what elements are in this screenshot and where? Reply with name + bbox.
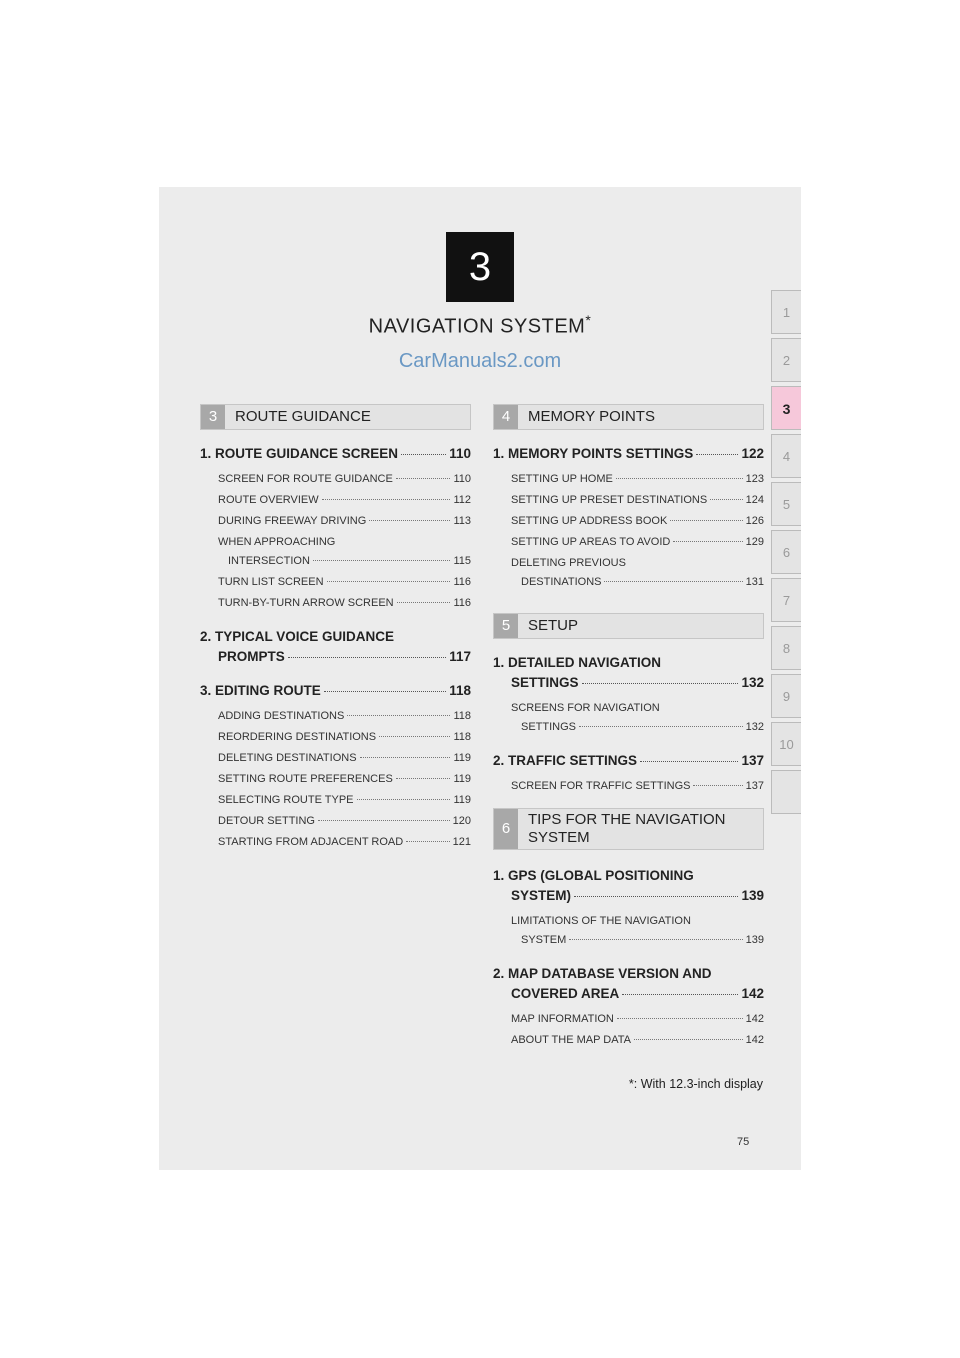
dot-leader	[634, 1039, 743, 1040]
entry-text-continued: SETTINGS	[521, 721, 577, 733]
section-header-setup	[493, 613, 764, 639]
dot-leader	[640, 761, 738, 762]
entry-text: 1. DETAILED NAVIGATION	[493, 655, 662, 670]
toc-subentry[interactable]	[200, 512, 471, 531]
toc-entry[interactable]	[493, 653, 764, 693]
dot-leader	[617, 1018, 743, 1019]
dot-leader	[574, 896, 738, 897]
page-ref: 113	[453, 515, 471, 527]
entry-text: SETTING ROUTE PREFERENCES	[218, 773, 393, 785]
entry-text: SETTING UP AREAS TO AVOID	[511, 536, 671, 548]
page-ref: 110	[449, 446, 471, 461]
page-ref: 123	[745, 473, 764, 485]
page-ref: 132	[745, 721, 764, 733]
entry-text: DURING FREEWAY DRIVING	[218, 515, 367, 527]
toc-subentry[interactable]	[200, 573, 471, 592]
title-footnote-marker: *	[585, 312, 592, 328]
toc-subentry[interactable]	[493, 777, 764, 796]
chapter-tab-6[interactable]: 6	[771, 530, 801, 574]
section-label: MEMORY POINTS	[528, 408, 655, 425]
dot-leader	[313, 560, 451, 561]
section-number: 4	[494, 405, 518, 429]
page-ref: 118	[453, 731, 471, 743]
entry-text: SCREENS FOR NAVIGATION	[511, 702, 660, 714]
entry-text: SETTING UP PRESET DESTINATIONS	[511, 494, 708, 506]
page-ref: 137	[741, 753, 764, 768]
toc-subentry[interactable]	[200, 833, 471, 852]
page-ref: 110	[453, 473, 471, 485]
page-ref: 119	[453, 794, 471, 806]
chapter-tab-3[interactable]: 3	[771, 386, 801, 430]
toc-column-tips	[493, 866, 764, 1052]
toc-subentry[interactable]	[493, 1031, 764, 1050]
dot-leader	[406, 841, 449, 842]
entry-text-continued: COVERED AREA	[511, 986, 620, 1001]
chapter-tab-10[interactable]: 10	[771, 722, 801, 766]
toc-subentry[interactable]	[493, 912, 764, 950]
page-ref: 126	[745, 515, 764, 527]
dot-leader	[347, 715, 450, 716]
chapter-tab-7[interactable]: 7	[771, 578, 801, 622]
entry-text: SETTING UP HOME	[511, 473, 613, 485]
entry-text: 2. TRAFFIC SETTINGS	[493, 753, 638, 768]
toc-subentry[interactable]	[200, 470, 471, 489]
entry-text-continued: INTERSECTION	[228, 555, 310, 567]
page-ref: 119	[453, 752, 471, 764]
entry-text: LIMITATIONS OF THE NAVIGATION	[511, 915, 691, 927]
dot-leader	[397, 602, 451, 603]
section-label: ROUTE GUIDANCE	[235, 408, 371, 425]
entry-text-continued: SETTINGS	[511, 675, 579, 690]
entry-text-continued: SYSTEM)	[511, 888, 572, 903]
page-ref: 118	[449, 683, 471, 698]
entry-text: 1. MEMORY POINTS SETTINGS	[493, 446, 694, 461]
section-header-memory-points	[493, 404, 764, 430]
chapter-tab-1[interactable]: 1	[771, 290, 801, 334]
entry-text: SELECTING ROUTE TYPE	[218, 794, 354, 806]
toc-subentry[interactable]	[493, 699, 764, 737]
page-number: 75	[737, 1136, 750, 1148]
dot-leader	[357, 799, 451, 800]
toc-subentry[interactable]	[200, 594, 471, 613]
toc-subentry[interactable]	[200, 491, 471, 510]
toc-subentry[interactable]	[200, 707, 471, 726]
page-ref: 121	[452, 836, 471, 848]
footnote: *: With 12.3-inch display	[628, 1077, 763, 1091]
page-ref: 119	[453, 773, 471, 785]
entry-text: ABOUT THE MAP DATA	[511, 1034, 632, 1046]
chapter-tab-5[interactable]: 5	[771, 482, 801, 526]
dot-leader	[604, 581, 742, 582]
toc-entry[interactable]	[200, 444, 471, 464]
dot-leader	[622, 994, 738, 995]
dot-leader	[379, 736, 450, 737]
chapter-number-box: 3	[446, 232, 514, 302]
toc-entry[interactable]	[493, 964, 764, 1004]
entry-text: TURN-BY-TURN ARROW SCREEN	[218, 597, 394, 609]
toc-subentry[interactable]	[200, 533, 471, 571]
toc-column-memory-points	[493, 444, 764, 594]
page-ref: 129	[745, 536, 764, 548]
chapter-tab-blank[interactable]	[771, 770, 801, 814]
dot-leader	[288, 657, 446, 658]
dot-leader	[327, 581, 451, 582]
section-number: 5	[494, 614, 518, 638]
section-number: 3	[201, 405, 225, 429]
page-ref: 116	[453, 597, 471, 609]
dot-leader	[369, 520, 450, 521]
entry-text-continued: DESTINATIONS	[521, 576, 602, 588]
dot-leader	[569, 939, 742, 940]
section-header-tips	[493, 808, 764, 850]
page-ref: 142	[745, 1034, 764, 1046]
page-ref: 120	[452, 815, 471, 827]
dot-leader	[710, 499, 742, 500]
page-ref: 142	[741, 986, 764, 1001]
toc-subentry[interactable]	[200, 749, 471, 768]
entry-text: STARTING FROM ADJACENT ROAD	[218, 836, 404, 848]
dot-leader	[401, 454, 446, 455]
dot-leader	[616, 478, 743, 479]
toc-entry[interactable]	[493, 866, 764, 906]
dot-leader	[673, 541, 742, 542]
toc-entry[interactable]	[200, 681, 471, 701]
page-ref: 139	[741, 888, 764, 903]
entry-text: DELETING DESTINATIONS	[218, 752, 357, 764]
page-ref: 142	[745, 1013, 764, 1025]
toc-subentry[interactable]	[200, 770, 471, 789]
dot-leader	[670, 520, 742, 521]
entry-text: ADDING DESTINATIONS	[218, 710, 345, 722]
section-label: SETUP	[528, 617, 579, 634]
dot-leader	[396, 778, 451, 779]
toc-column-route-guidance	[200, 444, 471, 854]
entry-text: SCREEN FOR ROUTE GUIDANCE	[218, 473, 393, 485]
dot-leader	[322, 499, 451, 500]
toc-subentry[interactable]	[493, 470, 764, 489]
chapter-tab-8[interactable]: 8	[771, 626, 801, 670]
dot-leader	[693, 785, 742, 786]
toc-subentry[interactable]	[493, 554, 764, 592]
page-ref: 139	[745, 934, 764, 946]
page-ref: 124	[745, 494, 764, 506]
dot-leader	[579, 726, 743, 727]
entry-text: REORDERING DESTINATIONS	[218, 731, 377, 743]
chapter-title: NAVIGATION SYSTEM*	[368, 312, 592, 338]
dot-leader	[582, 683, 739, 684]
entry-text: DELETING PREVIOUS	[511, 557, 626, 569]
watermark: CarManuals2.com	[398, 350, 562, 372]
entry-text: 1. GPS (GLOBAL POSITIONING	[493, 868, 694, 883]
toc-subentry[interactable]	[493, 491, 764, 510]
page-ref: 118	[453, 710, 471, 722]
page-ref: 131	[745, 576, 764, 588]
entry-text: SETTING UP ADDRESS BOOK	[511, 515, 668, 527]
entry-text: TURN LIST SCREEN	[218, 576, 324, 588]
page-ref: 132	[741, 675, 764, 690]
dot-leader	[396, 478, 451, 479]
page-ref: 115	[453, 555, 471, 567]
entry-text: WHEN APPROACHING	[218, 536, 336, 548]
entry-text: ROUTE OVERVIEW	[218, 494, 319, 506]
entry-text: SCREEN FOR TRAFFIC SETTINGS	[511, 780, 691, 792]
entry-text: 2. MAP DATABASE VERSION AND	[493, 966, 712, 981]
entry-text: MAP INFORMATION	[511, 1013, 614, 1025]
page-ref: 122	[741, 446, 764, 461]
entry-text-continued: PROMPTS	[218, 649, 285, 664]
page-ref: 117	[449, 649, 471, 664]
section-header-route-guidance	[200, 404, 471, 430]
chapter-tab-9[interactable]: 9	[771, 674, 801, 718]
toc-subentry[interactable]	[493, 533, 764, 552]
entry-text: 2. TYPICAL VOICE GUIDANCE	[200, 629, 395, 644]
section-label: TIPS FOR THE NAVIGATION SYSTEM	[528, 811, 726, 846]
page-ref: 137	[745, 780, 764, 792]
toc-entry[interactable]	[493, 444, 764, 464]
entry-text: 1. ROUTE GUIDANCE SCREEN	[200, 446, 399, 461]
toc-subentry[interactable]	[493, 512, 764, 531]
dot-leader	[318, 820, 450, 821]
dot-leader	[324, 691, 446, 692]
dot-leader	[360, 757, 451, 758]
entry-text: DETOUR SETTING	[218, 815, 315, 827]
page-ref: 112	[453, 494, 471, 506]
chapter-tab-2[interactable]: 2	[771, 338, 801, 382]
toc-entry[interactable]	[200, 627, 471, 667]
entry-text: 3. EDITING ROUTE	[200, 683, 321, 698]
toc-column-setup	[493, 653, 764, 798]
toc-subentry[interactable]	[493, 1010, 764, 1029]
section-number: 6	[494, 809, 518, 849]
toc-entry[interactable]	[493, 751, 764, 771]
toc-subentry[interactable]	[200, 728, 471, 747]
toc-subentry[interactable]	[200, 791, 471, 810]
chapter-tab-4[interactable]: 4	[771, 434, 801, 478]
entry-text-continued: SYSTEM	[521, 934, 567, 946]
toc-subentry[interactable]	[200, 812, 471, 831]
page-ref: 116	[453, 576, 471, 588]
dot-leader	[696, 454, 738, 455]
